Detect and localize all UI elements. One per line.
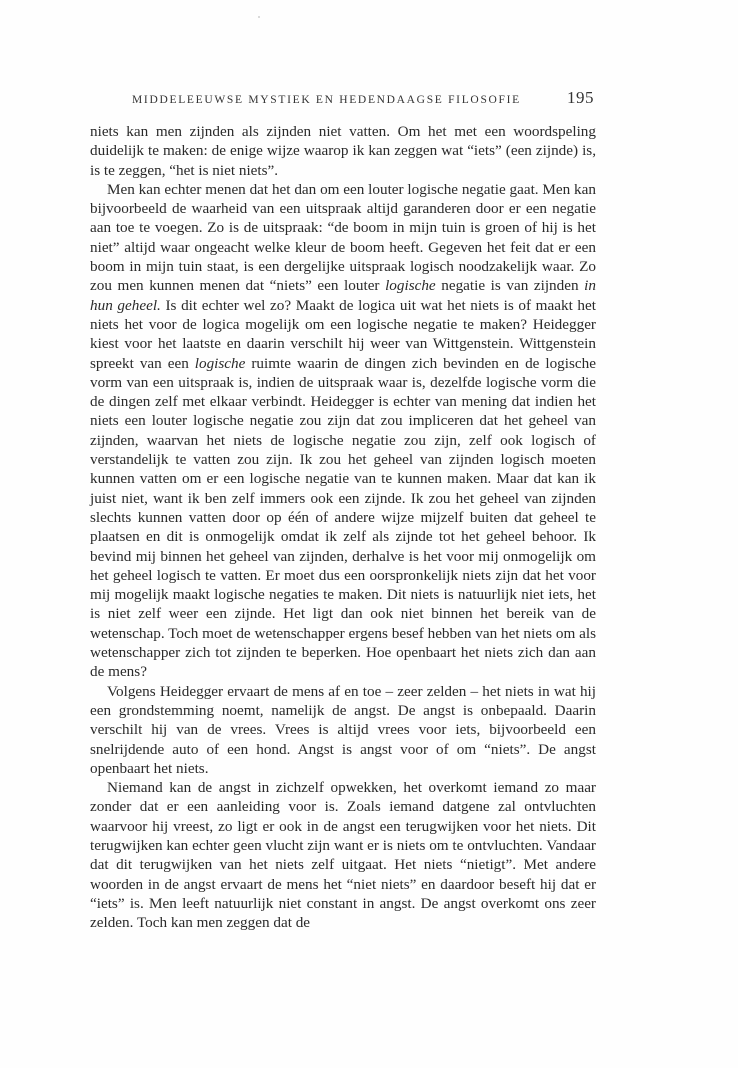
paragraph-text: Niemand kan de angst in zichzelf opwekken, het overkomt iemand zo maar zonder dat er een aanleiding voor is. Zoals iemand datgene zal ontvluchten waarvoor hij vreest, zo ligt er ook in de angst een terugwijken voor het niets. Dit terugwijken kan echter geen vlucht zijn want er is niets om te ontvluchten. Vandaar dat dit terugwijken van het niets zelf uitgaat. Het niets “nietigt”. Met andere woorden in de angst ervaart de mens het “niet niets” en daardoor beseft hij dat er “iets” is. Men leeft natuurlijk niet constant in angst. De angst overkomt ons zeer zelden. Toch kan men zeggen dat de: [90, 779, 596, 932]
paragraph-text: ruimte waarin de dingen zich bevinden en de logische vorm van een uitspraak is, indien de uitspraak waar is, dezelfde logische vorm die de dingen zelf met elkaar verbindt. Heidegger is echter van mening dat indien het niets een louter logische negatie zou zijn dat zou impliceren dat het geheel van zijnden, waarvan het niets de logische negatie zou zijn, zelf ook logisch of verstandelijk te vatten zou zijn. Ik zou het geheel van zijnden logisch moeten kunnen vatten om er een logische negatie van te kunnen maken. Maar dat kan ik juist niet, want ik ben zelf immers ook een zijnde. Ik zou het geheel van zijnden slechts kunnen vatten door op één of andere wijze mijzelf buiten dat geheel te plaatsen en dit is onmogelijk omdat ik zelf als zijnde tot het geheel behoor. Ik bevind mij binnen het geheel van zijnden, derhalve is het voor mij onmogelijk om het geheel logisch te vatten. Er moet dus een oorspronkelijk niets zijn dat het voor mij mogelijk maakt logische negaties te maken. Dit niets is natuurlijk niet iets, het is niet zelf weer een zijnde. Het ligt dan ook niet binnen het bereik van de wetenschap. Toch moet de wetenschapper ergens besef hebben van het niets om als wetenschapper zich tot zijnden te beperken. Hoe openbaart het niets zich dan aan de mens?: [90, 354, 596, 681]
paragraph-text: niets kan men zijnden als zijnden niet vatten. Om het met een woordspeling duidelijk te maken: de enige wijze waarop ik kan zeggen wat “iets” (een zijnde) is, is te zeggen, “het is niet niets”.: [90, 123, 596, 179]
emphasis-text: logische: [194, 354, 246, 372]
body-text: [90, 122, 596, 932]
page-number: 195: [567, 88, 594, 107]
paragraph-text: Men kan echter menen dat het dan om een louter logische negatie gaat. Men kan bijvoorbeeld de waarheid van een uitspraak altijd garanderen door er een negatie aan toe te voegen. Zo is de uitspraak: “de boom in mijn tuin is groen of hij is het niet” altijd waar ongeacht welke kleur de boom heeft. Gegeven het feit dat er een boom in mijn tuin staat, is een dergelijke uitspraak logisch noodzakelijk waar. Zo zou men kunnen menen dat “niets” een louter: [90, 180, 596, 295]
paper-speck: [258, 16, 260, 18]
paragraph-1: [90, 122, 596, 180]
paragraph-2: [90, 180, 596, 682]
running-header: [132, 88, 594, 110]
paragraph-text: Volgens Heidegger ervaart de mens af en toe – zeer zelden – het niets in wat hij een grondstemming noemt, namelijk de angst. De angst is onbepaald. Daarin verschilt hij van de vrees. Vrees is altijd vrees voor iets, bijvoorbeeld een snelrijdende auto of een hond. Angst is angst voor of om “niets”. De angst openbaart het niets.: [90, 682, 596, 777]
paragraph-4: [90, 778, 596, 932]
emphasis-text: in hun geheel.: [90, 277, 596, 314]
paragraph-text: negatie is van zijnden: [435, 277, 585, 295]
running-title: MIDDELEEUWSE MYSTIEK EN HEDENDAAGSE FILOSOFIE: [132, 94, 521, 106]
paragraph-3: [90, 682, 596, 778]
emphasis-text: logische: [385, 277, 436, 295]
paragraph-text: Is dit echter wel zo? Maakt de logica uit wat het niets is of maakt het niets het voor de logica mogelijk om een logische negatie te maken? Heidegger kiest voor het laatste en daarin verschilt hij weer van Wittgenstein. Wittgenstein spreekt van een: [90, 296, 596, 372]
